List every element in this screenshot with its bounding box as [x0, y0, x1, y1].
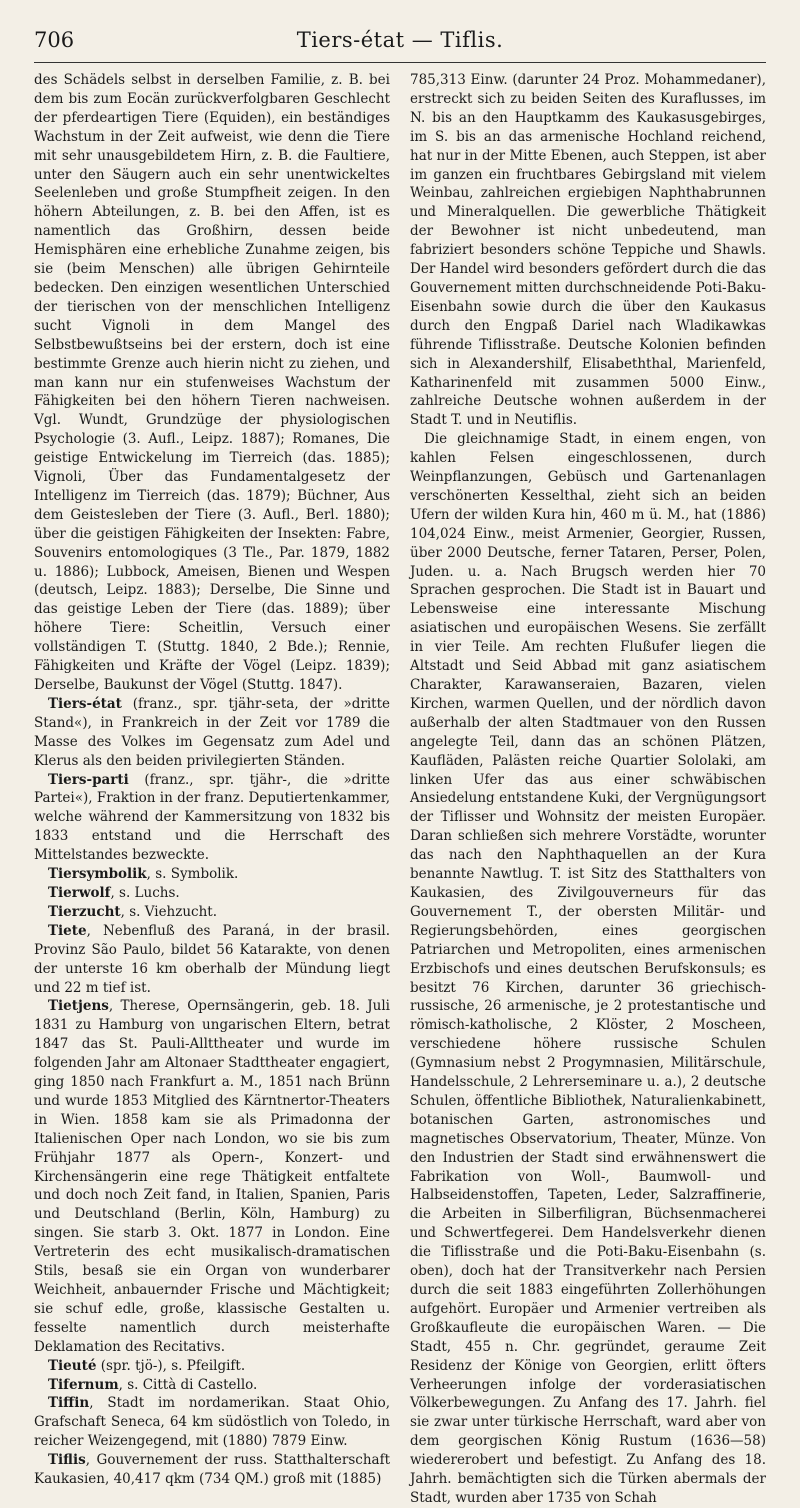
dictionary-entry [34, 695, 390, 771]
entry-text: , Nebenfluß des Paraná, in der brasil. Provinz São Paulo, bildet 56 Katarakte, von denen der unterste 16 km oberhalb der Mündung liegt und 22 m tief ist. [34, 922, 390, 996]
entry-headword: Tiflis [48, 1452, 86, 1469]
entry-headword: Tietjens [48, 998, 109, 1015]
entry-text: , s. Viehzucht. [120, 903, 218, 920]
entry-text: (franz., spr. tjähr-, die »dritte Partei«), Fraktion in der franz. Deputiertenkammer, welche während der Kammersitzung von 1832 bis 1833 entstand und die Herrschaft des Mittelstandes bezweckte. [34, 771, 390, 864]
entry-text: , Stadt im nordamerikan. Staat Ohio, Grafschaft Seneca, 64 km südöstlich von Toledo, in reicher Weizengegend, mit (1880) 7879 Einw. [34, 1395, 390, 1450]
paragraph [410, 430, 766, 1508]
entry-text: Die gleichnamige Stadt, in einem engen, von kahlen Felsen eingeschlossenen, durch Weinpflanzungen, Gebüsch und Gartenanlagen verschönerten Kesselthal, zieht sich an beiden Ufern der wilden Kura hin, 460 m ü. M., hat (1886) 104,024 Einw., meist Armenier, Georgier, Russen, über 2000 Deutsche, ferner Tataren, Perser, Polen, Juden. u. a. Nach Brugsch werden hier 70 Sprachen gesprochen. Die Stadt ist in Bauart und Lebensweise eine interessante Mischung asiatischen und europäischen Wesens. Sie zerfällt in vier Teile. Am rechten Flußufer liegen die Altstadt und Seid Abbad mit ganz asiatischem Charakter, Karawanseraien, Bazaren, vielen Kirchen, warmen Quellen, und der nördlich davon außerhalb der alten Stadtmauer von den Russen angelegte Teil, dann das an schönen Plätzen, Kaufläden, Palästen reiche Quartier Sololaki, am linken Ufer das aus einer schwäbischen Ansiedelung entstandene Kuki, der Vergnügungsort der Tiflisser und Wohnsitz der meisten Europäer. Daran schließen sich mehrere Vorstädte, worunter das nach den Naphthaquellen an der Kura benannte Nawtlug. T. ist Sitz des Statthalters von Kaukasien, des Zivilgouverneurs für das Gouvernement T., der obersten Militär- und Regierungsbehörden, eines georgischen Patriarchen und Metropoliten, eines armenischen Erzbischofs und eines deutschen Berufskonsuls; es besitzt 76 Kirchen, darunter 36 griechisch-russische, 26 armenische, je 2 protestantische und römisch-katholische, 2 Klöster, 2 Moscheen, verschiedene höhere russische Schulen (Gymnasium nebst 2 Progymnasien, Militärschule, Handelsschule, 2 Lehrerseminare u. a.), 2 deutsche Schulen, öffentliche Bibliothek, Naturalienkabinett, botanischen Garten, astronomisches und magnetisches Observatorium, Theater, Münze. Von den Industrien der Stadt sind erwähnenswert die Fabrikation von Woll-, Baumwoll- und Halbseidenstoffen, Tapeten, Leder, Salzraffinerie, die Arbeiten in Silberfiligran, Büchsenmacherei und Schwertfegerei. Dem Handelsverkehr dienen die Tiflisstraße und die Poti-Baku-Eisenbahn (s. oben), doch hat der Transitverkehr nach Persien durch die seit 1883 eingeführten Zollerhöhungen aufgehört. Europäer und Armenier vertreiben als Großkaufleute die europäischen Waren. — Die Stadt, 455 n. Chr. gegründet, geraume Zeit Residenz der Könige von Georgien, erlitt öfters Verheerungen infolge der vorderasiatischen Völkerbewegungen. Zu Anfang des 17. Jahrh. fiel sie zwar unter türkische Herrschaft, ward aber von dem georgischen König Rustum (1636—58) wiedererobert und befestigt. Zu Anfang des 18. Jahrh. bemächtigten sich die Türken abermals der Stadt, wurden aber 1735 von Schah [410, 431, 766, 1506]
entry-headword: Tiffin [48, 1395, 90, 1412]
entry-headword: Tierzucht [48, 903, 121, 920]
running-head: Tiers-état — Tiflis. [296, 28, 504, 52]
page-header [34, 24, 766, 63]
entry-headword: Tiersymbolik [48, 866, 147, 883]
dictionary-entry [34, 1394, 390, 1451]
entry-headword: Tiers-parti [48, 771, 129, 788]
entry-text: des Schädels selbst in derselben Familie, z. B. bei dem bis zum Eocän zurückverfolgbaren Geschlecht der pferdeartigen Tiere (Equiden), ein beständiges Wachstum in der Zeit aufweist, wie denn die Tiere mit sehr unausgebildetem Hirn, z. B. die Faultiere, unter den Säugern auch ein sehr unentwickeltes Seelenleben und große Stumpfheit zeigen. In den höhern Abteilungen, z. B. bei den Affen, ist es namentlich das Großhirn, dessen beide Hemisphären eine erhebliche Zunahme zeigen, bis sie (beim Menschen) alle übrigen Gehirnteile bedecken. Den einzigen wesentlichen Unterschied der tierischen von der menschlichen Intelligenz sucht Vignoli in dem Mangel des Selbstbewußtseins bei der erstern, doch ist eine bestimmte Grenze auch hierin nicht zu ziehen, und man kann nur ein stufenweises Wachstum der Fähigkeiten bei den höhern Tieren nachweisen. Vgl. Wundt, Grundzüge der physiologischen Psychologie (3. Aufl., Leipz. 1887); Romanes, Die geistige Entwickelung im Tierreich (das. 1885); Vignoli, Über das Fundamentalgesetz der Intelligenz im Tierreich (das. 1879); Büchner, Aus dem Geistesleben der Tiere (3. Aufl., Berl. 1880); über die geistigen Fähigkeiten der Insekten: Fabre, Souvenirs entomologiques (3 Tle., Par. 1879, 1882 u. 1886); Lubbock, Ameisen, Bienen und Wespen (deutsch, Leipz. 1883); Derselbe, Die Sinne und das geistige Leben der Tiere (das. 1889); über höhere Tiere: Scheitlin, Versuch einer vollständigen T. (Stuttg. 1840, 2 Bde.); Rennie, Fähigkeiten und Kräfte der Vögel (Leipz. 1839); Derselbe, Baukunst der Vögel (Stuttg. 1847). [34, 72, 390, 693]
dictionary-entry [34, 1376, 390, 1395]
entry-headword: Tiers-état [48, 695, 122, 712]
paragraph [34, 71, 390, 695]
entry-headword: Tiete [48, 922, 87, 939]
dictionary-entry [34, 865, 390, 884]
dictionary-entry [34, 1357, 390, 1376]
dictionary-entry [34, 997, 390, 1356]
dictionary-entry [34, 884, 390, 903]
entry-headword: Tifernum [48, 1376, 119, 1393]
page-number: 706 [34, 28, 75, 52]
entry-headword: Tierwolf [48, 884, 111, 901]
paragraph [410, 71, 766, 430]
left-column [34, 71, 390, 1508]
dictionary-entry [34, 922, 390, 998]
right-column [410, 71, 766, 1508]
entry-text: , s. Symbolik. [146, 866, 239, 883]
dictionary-entry [34, 771, 390, 866]
entry-text: , s. Città di Castello. [118, 1376, 258, 1393]
text-columns [34, 71, 766, 1508]
entry-text: , Gouvernement der russ. Statthalterschaft Kaukasien, 40,417 qkm (734 QM.) groß mit (1885) [34, 1452, 390, 1488]
entry-headword: Tieuté [48, 1357, 97, 1374]
entry-text: (spr. tjö-), s. Pfeilgift. [96, 1357, 246, 1374]
dictionary-entry [34, 1451, 390, 1489]
entry-text: , Therese, Opernsängerin, geb. 18. Juli 1831 zu Hamburg von ungarischen Eltern, betrat 1847 das St. Pauli-Allttheater und wurde im folgenden Jahr am Altonaer Stadttheater engagiert, ging 1850 nach Frankfurt a. M., 1851 nach Brünn und wurde 1853 Mitglied des Kärntnertor-Theaters in Wien. 1858 kam sie als Primadonna der Italienischen Oper nach London, wo sie bis zum Frühjahr 1877 als Opern-, Konzert- und Kirchensängerin eine rege Thätigkeit entfaltete und doch noch Zeit fand, in Italien, Spanien, Paris und Deutschland (Berlin, Köln, Hamburg) zu singen. Sie starb 3. Okt. 1877 in London. Eine Vertreterin des echt musikalisch-dramatischen Stils, besaß sie ein Organ von wunderbarer Weichheit, anbauernder Frische und Mächtigkeit; sie schuf edle, große, klassische Gestalten u. fesselte namentlich durch meisterhafte Deklamation des Recitativs. [34, 998, 390, 1355]
entry-text: , s. Luchs. [110, 884, 180, 901]
dictionary-entry [34, 903, 390, 922]
entry-text: (franz., spr. tjähr-seta, der »dritte Stand«), in Frankreich in der Zeit vor 1789 die Masse des Volkes im Gegensatz zum Adel und Klerus als den beiden privilegierten Ständen. [34, 695, 390, 769]
entry-text: 785,313 Einw. (darunter 24 Proz. Mohammedaner), erstreckt sich zu beiden Seiten des Kuraflusses, im N. bis an den Hauptkamm des Kaukasusgebirges, im S. bis an das armenische Hochland reichend, hat nur in der Mitte Ebenen, auch Steppen, ist aber im ganzen ein fruchtbares Gebirgsland mit vielem Weinbau, zahlreichen ergiebigen Naphthabrunnen und Mineralquellen. Die gewerbliche Thätigkeit der Bewohner ist nicht unbedeutend, man fabriziert besonders schöne Teppiche und Shawls. Der Handel wird besonders gefördert durch die das Gouvernement mitten durchschneidende Poti-Baku-Eisenbahn sowie durch die über den Kaukasus durch den Engpaß Dariel nach Wladikawkas führende Tiflisstraße. Deutsche Kolonien befinden sich in Alexandershilf, Elisabeththal, Marienfeld, Katharinenfeld mit zusammen 5000 Einw., zahlreiche Deutsche wohnen außerdem in der Stadt T. und in Neutiflis. [410, 72, 766, 429]
